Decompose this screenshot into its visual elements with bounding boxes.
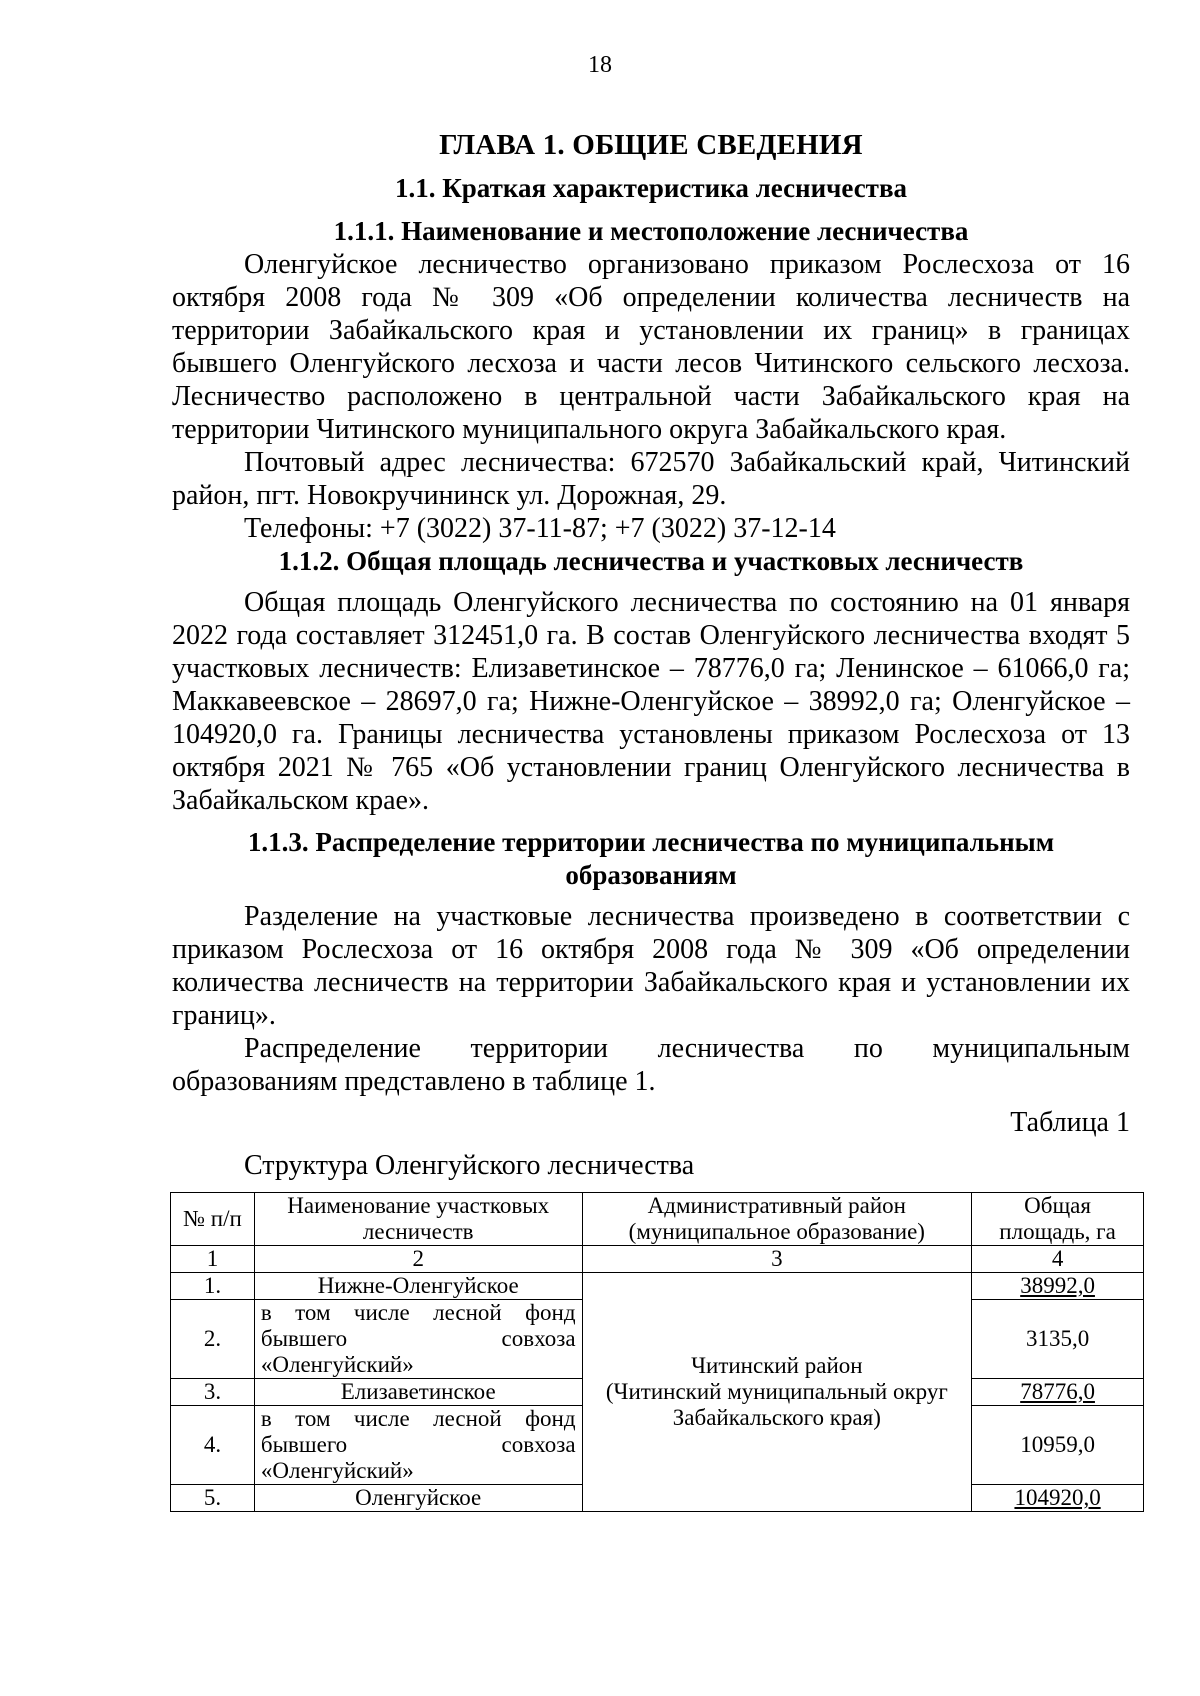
row-name: Оленгуйское bbox=[254, 1485, 582, 1512]
row-area-value: 78776,0 bbox=[1020, 1379, 1095, 1404]
row-area-value: 104920,0 bbox=[1014, 1485, 1101, 1510]
header-num: № п/п bbox=[171, 1193, 255, 1246]
column-number: 2 bbox=[254, 1246, 582, 1273]
row-area bbox=[972, 1379, 1144, 1406]
table-caption: Структура Оленгуйского лесничества bbox=[244, 1150, 695, 1181]
row-area-value: 38992,0 bbox=[1020, 1273, 1095, 1298]
header-area: Общая площадь, га bbox=[972, 1193, 1144, 1246]
row-name: в том числе лесной фонд бывшего совхоза «Оленгуйский» bbox=[254, 1300, 582, 1379]
row-area: 3135,0 bbox=[972, 1300, 1144, 1379]
district-line: Читинский район bbox=[691, 1353, 863, 1378]
chapter-title: ГЛАВА 1. ОБЩИЕ СВЕДЕНИЯ bbox=[439, 129, 863, 161]
row-area bbox=[972, 1485, 1144, 1512]
row-num: 4. bbox=[171, 1406, 255, 1485]
section-heading-1-1-3-line1: 1.1.3. Распределение территории лесничества по муниципальным bbox=[247, 827, 1055, 857]
header-district: Административный район (муниципальное образование) bbox=[582, 1193, 972, 1246]
column-number: 4 bbox=[972, 1246, 1144, 1273]
document-body bbox=[172, 118, 1130, 1512]
paragraph-division: Разделение на участковые лесничества произведено в соответствии с приказом Рослесхоза от 16 октября 2008 года № 309 «Об определении количества лесничеств на территории Забайкальского края и установлении их границ». bbox=[172, 901, 1130, 1031]
row-name: Нижне-Оленгуйское bbox=[254, 1273, 582, 1300]
page-number: 18 bbox=[588, 52, 612, 78]
paragraph-location: Оленгуйское лесничество организовано приказом Рослесхоза от 16 октября 2008 года № 309 «Об определении количества лесничеств на территории Забайкальского края и установлении их границ» в границах бывшего Оленгуйского лесхоза и части лесов Читинского сельского лесхоза. Лесничество расположено в центральной части Забайкальского края на территории Читинского муниципального округа Забайкальского края. bbox=[172, 249, 1130, 445]
paragraph-address: Почтовый адрес лесничества: 672570 Забайкальский край, Читинский район, пгт. Новокручининск ул. Дорожная, 29. bbox=[172, 447, 1130, 511]
structure-table bbox=[170, 1192, 1144, 1512]
row-num: 2. bbox=[171, 1300, 255, 1379]
district-line: Забайкальского края) bbox=[672, 1405, 881, 1430]
row-name: Елизаветинское bbox=[254, 1379, 582, 1406]
column-number: 3 bbox=[582, 1246, 972, 1273]
row-name: в том числе лесной фонд бывшего совхоза «Оленгуйский» bbox=[254, 1406, 582, 1485]
row-num: 3. bbox=[171, 1379, 255, 1406]
table-header-row bbox=[171, 1193, 1144, 1246]
paragraph-phones: Телефоны: +7 (3022) 37-11-87; +7 (3022) 37-12-14 bbox=[244, 513, 836, 544]
row-area bbox=[972, 1273, 1144, 1300]
row-area: 10959,0 bbox=[972, 1406, 1144, 1485]
paragraph-distribution: Распределение территории лесничества по муниципальным образованиям представлено в таблице 1. bbox=[172, 1033, 1130, 1097]
row-num: 5. bbox=[171, 1485, 255, 1512]
paragraph-area: Общая площадь Оленгуйского лесничества по состоянию на 01 января 2022 года составляет 312451,0 га. В состав Оленгуйского лесничества входят 5 участковых лесничеств: Елизаветинское – 78776,0 га; Ленинское – 61066,0 га; Маккавеевское – 28697,0 га; Нижне-Оленгуйское – 38992,0 га; Оленгуйское – 104920,0 га. Границы лесничества установлены приказом Рослесхоза от 13 октября 2021 № 765 «Об установлении границ Оленгуйского лесничества в Забайкальском крае». bbox=[172, 587, 1130, 816]
table-number: Таблица 1 bbox=[1010, 1107, 1130, 1138]
section-heading-1-1-1: 1.1.1. Наименование и местоположение лесничества bbox=[333, 216, 969, 246]
section-heading-1-1-3-line2: образованиям bbox=[565, 860, 737, 890]
district-cell bbox=[582, 1273, 972, 1512]
column-number: 1 bbox=[171, 1246, 255, 1273]
section-heading-1-1: 1.1. Краткая характеристика лесничества bbox=[394, 173, 908, 203]
row-num: 1. bbox=[171, 1273, 255, 1300]
district-line: (Читинский муниципальный округ bbox=[605, 1379, 948, 1404]
section-heading-1-1-2: 1.1.2. Общая площадь лесничества и участковых лесничеств bbox=[278, 546, 1024, 576]
column-number-row bbox=[171, 1246, 1144, 1273]
table-row bbox=[171, 1273, 1144, 1300]
header-name: Наименование участковых лесничеств bbox=[254, 1193, 582, 1246]
